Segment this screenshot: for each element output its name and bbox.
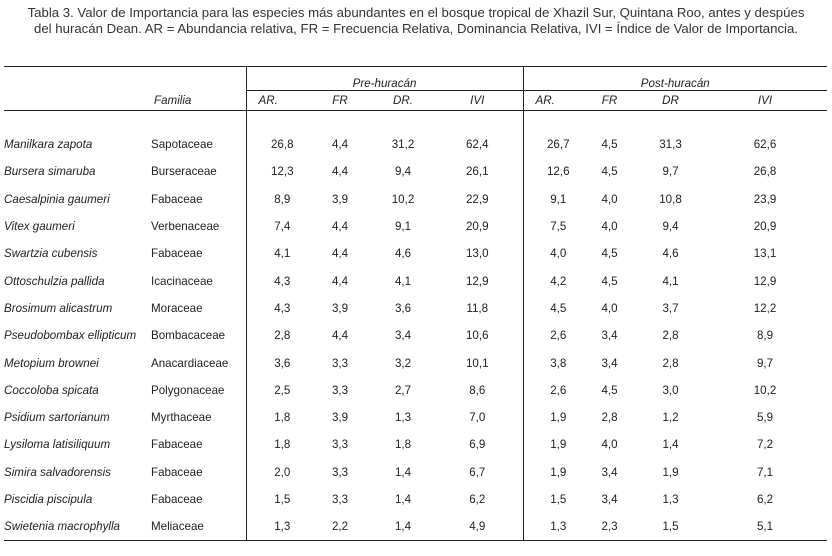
pre-dr-cell: 4,1 (394, 274, 412, 288)
family-cell: Icacinaceae (151, 274, 213, 288)
pre-ivi-cell: 6,2 (469, 493, 486, 506)
post-ar-cell: 26,7 (523, 111, 581, 159)
pre-dr-cell: 31,2 (391, 138, 415, 152)
table-row (4, 186, 827, 213)
pre-fr-cell: 3,9 (331, 192, 349, 206)
pre-dr-cell: 3,4 (394, 329, 412, 343)
pre-fr-cell: 4,4 (331, 220, 349, 234)
post-ivi-header: IVI (703, 91, 827, 111)
species-cell: Swartzia cubensis (4, 247, 98, 261)
pre-dr-cell: 10,2 (391, 192, 415, 206)
pre-fr-header: FR (306, 91, 374, 111)
pre-dr-cell: 1,3 (394, 411, 412, 425)
post-fr-cell: 4,0 (601, 220, 618, 234)
post-ar-header: AR. (523, 91, 581, 111)
post-fr-cell: 4,5 (601, 138, 618, 152)
family-cell: Bombacaceae (151, 329, 226, 343)
post-dr-cell: 9,4 (662, 220, 679, 234)
post-fr-cell: 4,5 (601, 247, 618, 261)
species-cell: Coccoloba spicata (4, 383, 99, 397)
importance-value-table (4, 66, 827, 541)
pre-dr-cell: 1,4 (394, 465, 412, 479)
species-cell: Simira salvadorensis (4, 465, 111, 479)
table-row (4, 295, 827, 322)
pre-ivi-cell: 13,0 (465, 247, 489, 261)
post-ar-cell: 2,6 (523, 377, 581, 404)
pre-ar-cell: 2,0 (246, 459, 306, 486)
post-ivi-cell: 7,1 (756, 465, 774, 479)
pre-ar-cell: 8,9 (246, 186, 306, 213)
pre-dr-cell: 1,4 (374, 513, 432, 541)
family-cell: Fabaceae (151, 438, 203, 452)
blank-header (4, 67, 151, 91)
post-fr-cell: 3,4 (601, 493, 618, 506)
table-row (4, 377, 827, 404)
pre-ivi-cell: 10,1 (465, 356, 489, 370)
pre-ar-cell: 2,8 (246, 322, 306, 349)
pre-fr-cell: 2,2 (306, 513, 374, 541)
pre-dr-cell: 4,6 (394, 247, 412, 261)
post-ar-cell: 1,5 (523, 486, 581, 513)
family-cell: Moraceae (151, 301, 203, 315)
species-cell: Piscidia piscipula (4, 493, 93, 506)
post-ivi-cell: 7,2 (756, 438, 774, 452)
post-ivi-cell: 12,2 (753, 301, 777, 315)
post-ar-cell: 1,9 (523, 404, 581, 431)
family-cell: Polygonaceae (151, 383, 225, 397)
pre-ivi-cell: 26,1 (465, 165, 489, 179)
pre-dr-cell: 3,6 (394, 301, 412, 315)
family-cell: Sapotaceae (151, 138, 213, 152)
post-dr-cell: 10,8 (659, 192, 682, 206)
post-fr-cell: 3,4 (601, 356, 618, 370)
pre-hurricane-group-header: Pre-huracán (246, 67, 523, 91)
family-cell: Fabaceae (151, 493, 203, 506)
post-dr-cell: 2,8 (662, 329, 679, 343)
post-fr-cell: 4,5 (601, 383, 618, 397)
pre-ivi-cell: 11,8 (466, 301, 489, 315)
pre-ar-cell: 1,5 (246, 486, 306, 513)
family-cell: Meliaceae (151, 513, 246, 541)
pre-ivi-cell: 20,9 (465, 220, 489, 234)
post-ivi-cell: 23,9 (753, 192, 777, 206)
post-ar-cell: 1,9 (523, 431, 581, 458)
family-cell: Verbenaceae (151, 220, 220, 234)
post-dr-cell: 3,7 (662, 301, 679, 315)
post-fr-cell: 4,0 (601, 301, 618, 315)
post-ivi-cell: 13,1 (753, 247, 777, 261)
pre-ar-cell: 7,4 (246, 213, 306, 240)
species-cell: Swietenia macrophylla (4, 513, 151, 541)
pre-ar-cell: 4,1 (246, 240, 306, 267)
table-row (4, 322, 827, 349)
pre-ivi-cell: 4,9 (432, 513, 523, 541)
post-dr-cell: 3,0 (662, 383, 679, 397)
caption-line-1: Valor de Importancia para las especies más abundantes en el bosque tropical de Xhazil Sur, Quintana Roo, antes y despúes (73, 5, 805, 20)
post-ivi-cell: 5,1 (703, 513, 827, 541)
species-cell: Metopium brownei (4, 356, 99, 370)
post-dr-header: DR (638, 91, 703, 111)
table-caption (4, 5, 828, 37)
post-dr-cell: 2,8 (662, 356, 679, 370)
table-row (4, 240, 827, 267)
post-fr-cell: 3,4 (601, 329, 618, 343)
species-cell: Pseudobombax ellipticum (4, 329, 137, 343)
post-dr-cell: 1,2 (662, 411, 679, 425)
family-cell: Fabaceae (151, 247, 203, 261)
table-row (4, 349, 827, 376)
pre-ar-cell: 1,8 (246, 431, 306, 458)
family-cell: Anacardiaceae (151, 356, 229, 370)
post-ar-cell: 3,8 (523, 349, 581, 376)
table-row (4, 459, 827, 486)
post-fr-cell: 2,3 (581, 513, 638, 541)
pre-fr-cell: 3,9 (331, 301, 349, 315)
pre-fr-cell: 4,4 (331, 329, 349, 343)
post-fr-cell: 4,0 (601, 438, 618, 452)
post-fr-cell: 4,5 (601, 165, 618, 179)
family-cell: Fabaceae (151, 192, 203, 206)
table-row (4, 513, 827, 541)
post-dr-cell: 4,1 (662, 274, 679, 288)
post-ivi-cell: 6,2 (756, 493, 774, 506)
post-hurricane-group-header: Post-huracán (523, 67, 827, 91)
table-row (4, 404, 827, 431)
pre-ar-cell: 12,3 (246, 158, 306, 185)
pre-dr-header: DR. (374, 91, 432, 111)
species-cell: Vitex gaumeri (4, 220, 75, 234)
pre-ivi-header: IVI (432, 91, 523, 111)
pre-fr-cell: 4,4 (331, 165, 349, 179)
post-fr-cell: 4,0 (601, 192, 618, 206)
pre-fr-cell: 3,3 (331, 465, 349, 479)
post-dr-cell: 1,4 (662, 438, 679, 452)
table-row (4, 431, 827, 458)
species-cell: Bursera simaruba (4, 165, 96, 179)
pre-dr-cell: 1,4 (394, 493, 412, 506)
post-dr-cell: 4,6 (662, 247, 679, 261)
post-ivi-cell: 20,9 (753, 220, 777, 234)
pre-ar-header: AR. (246, 91, 306, 111)
post-ivi-cell: 10,2 (753, 383, 777, 397)
pre-ivi-cell: 6,9 (469, 438, 486, 452)
post-ar-cell: 4,0 (523, 240, 581, 267)
post-ar-cell: 1,3 (523, 513, 581, 541)
family-column-header: Familia (151, 91, 246, 111)
post-dr-cell: 1,3 (662, 493, 679, 506)
family-cell: Fabaceae (151, 465, 203, 479)
table-row (4, 486, 827, 513)
post-ivi-cell: 12,9 (753, 274, 777, 288)
post-fr-cell: 4,5 (601, 274, 618, 288)
post-fr-cell: 2,8 (601, 411, 618, 425)
pre-ar-cell: 1,3 (246, 513, 306, 541)
pre-fr-cell: 3,9 (331, 411, 349, 425)
pre-ivi-cell: 22,9 (465, 192, 489, 206)
pre-fr-cell: 3,3 (331, 383, 349, 397)
table-row (4, 158, 827, 185)
pre-ar-cell: 4,3 (246, 295, 306, 322)
pre-dr-cell: 9,1 (394, 220, 412, 234)
post-ivi-cell: 26,8 (753, 165, 777, 179)
pre-fr-cell: 4,4 (331, 138, 349, 152)
post-fr-cell: 3,4 (601, 465, 618, 479)
pre-ivi-cell: 10,6 (465, 329, 489, 343)
post-ivi-cell: 5,9 (756, 411, 774, 425)
family-cell: Burseraceae (151, 165, 217, 179)
pre-fr-cell: 4,4 (331, 274, 349, 288)
species-column-header (4, 91, 151, 111)
pre-ar-cell: 1,8 (246, 404, 306, 431)
pre-fr-cell: 3,3 (331, 438, 349, 452)
pre-ivi-cell: 12,9 (465, 274, 489, 288)
pre-ivi-cell: 6,7 (469, 465, 486, 479)
pre-ar-cell: 3,6 (246, 349, 306, 376)
pre-ivi-cell: 7,0 (469, 411, 486, 425)
post-ar-cell: 7,5 (523, 213, 581, 240)
pre-fr-cell: 3,3 (331, 356, 349, 370)
pre-dr-cell: 3,2 (394, 356, 412, 370)
pre-ivi-cell: 8,6 (469, 383, 486, 397)
family-cell: Myrthaceae (151, 411, 212, 425)
pre-ar-cell: 2,5 (246, 377, 306, 404)
post-ivi-cell: 9,7 (756, 356, 774, 370)
pre-ar-cell: 26,8 (246, 111, 306, 159)
post-ar-cell: 9,1 (523, 186, 581, 213)
post-dr-cell: 1,5 (638, 513, 703, 541)
species-cell: Manilkara zapota (4, 138, 93, 152)
post-ar-cell: 1,9 (523, 459, 581, 486)
blank-header (151, 67, 246, 91)
pre-ar-cell: 4,3 (246, 267, 306, 294)
post-ivi-cell: 8,9 (756, 329, 774, 343)
pre-dr-cell: 2,7 (394, 383, 412, 397)
post-ar-cell: 4,5 (523, 295, 581, 322)
caption-line-2: del huracán Dean. AR = Abundancia relativa, FR = Frecuencia Relativa, Dominancia Relativa, IVI = Índice de Valor de Importancia. (34, 21, 798, 36)
post-ar-cell: 2,6 (523, 322, 581, 349)
post-ar-cell: 4,2 (523, 267, 581, 294)
species-cell: Psidium sartorianum (4, 411, 110, 425)
post-dr-cell: 9,7 (662, 165, 679, 179)
table-row (4, 111, 827, 159)
table-row (4, 213, 827, 240)
species-cell: Lysiloma latisiliquum (4, 438, 111, 452)
pre-ivi-cell: 62,4 (465, 138, 489, 152)
pre-fr-cell: 3,3 (331, 493, 349, 506)
pre-fr-cell: 4,4 (331, 247, 349, 261)
table-row (4, 267, 827, 294)
post-ivi-cell: 62,6 (753, 138, 777, 152)
post-dr-cell: 31,3 (659, 138, 682, 152)
species-cell: Caesalpinia gaumeri (4, 192, 110, 206)
post-dr-cell: 1,9 (662, 465, 679, 479)
post-ar-cell: 12,6 (523, 158, 581, 185)
species-cell: Brosimum alicastrum (4, 301, 113, 315)
pre-dr-cell: 9,4 (394, 165, 412, 179)
caption-label: Tabla 3. (27, 5, 74, 20)
post-fr-header: FR (581, 91, 638, 111)
pre-dr-cell: 1,8 (394, 438, 412, 452)
species-cell: Ottoschulzia pallida (4, 274, 105, 288)
